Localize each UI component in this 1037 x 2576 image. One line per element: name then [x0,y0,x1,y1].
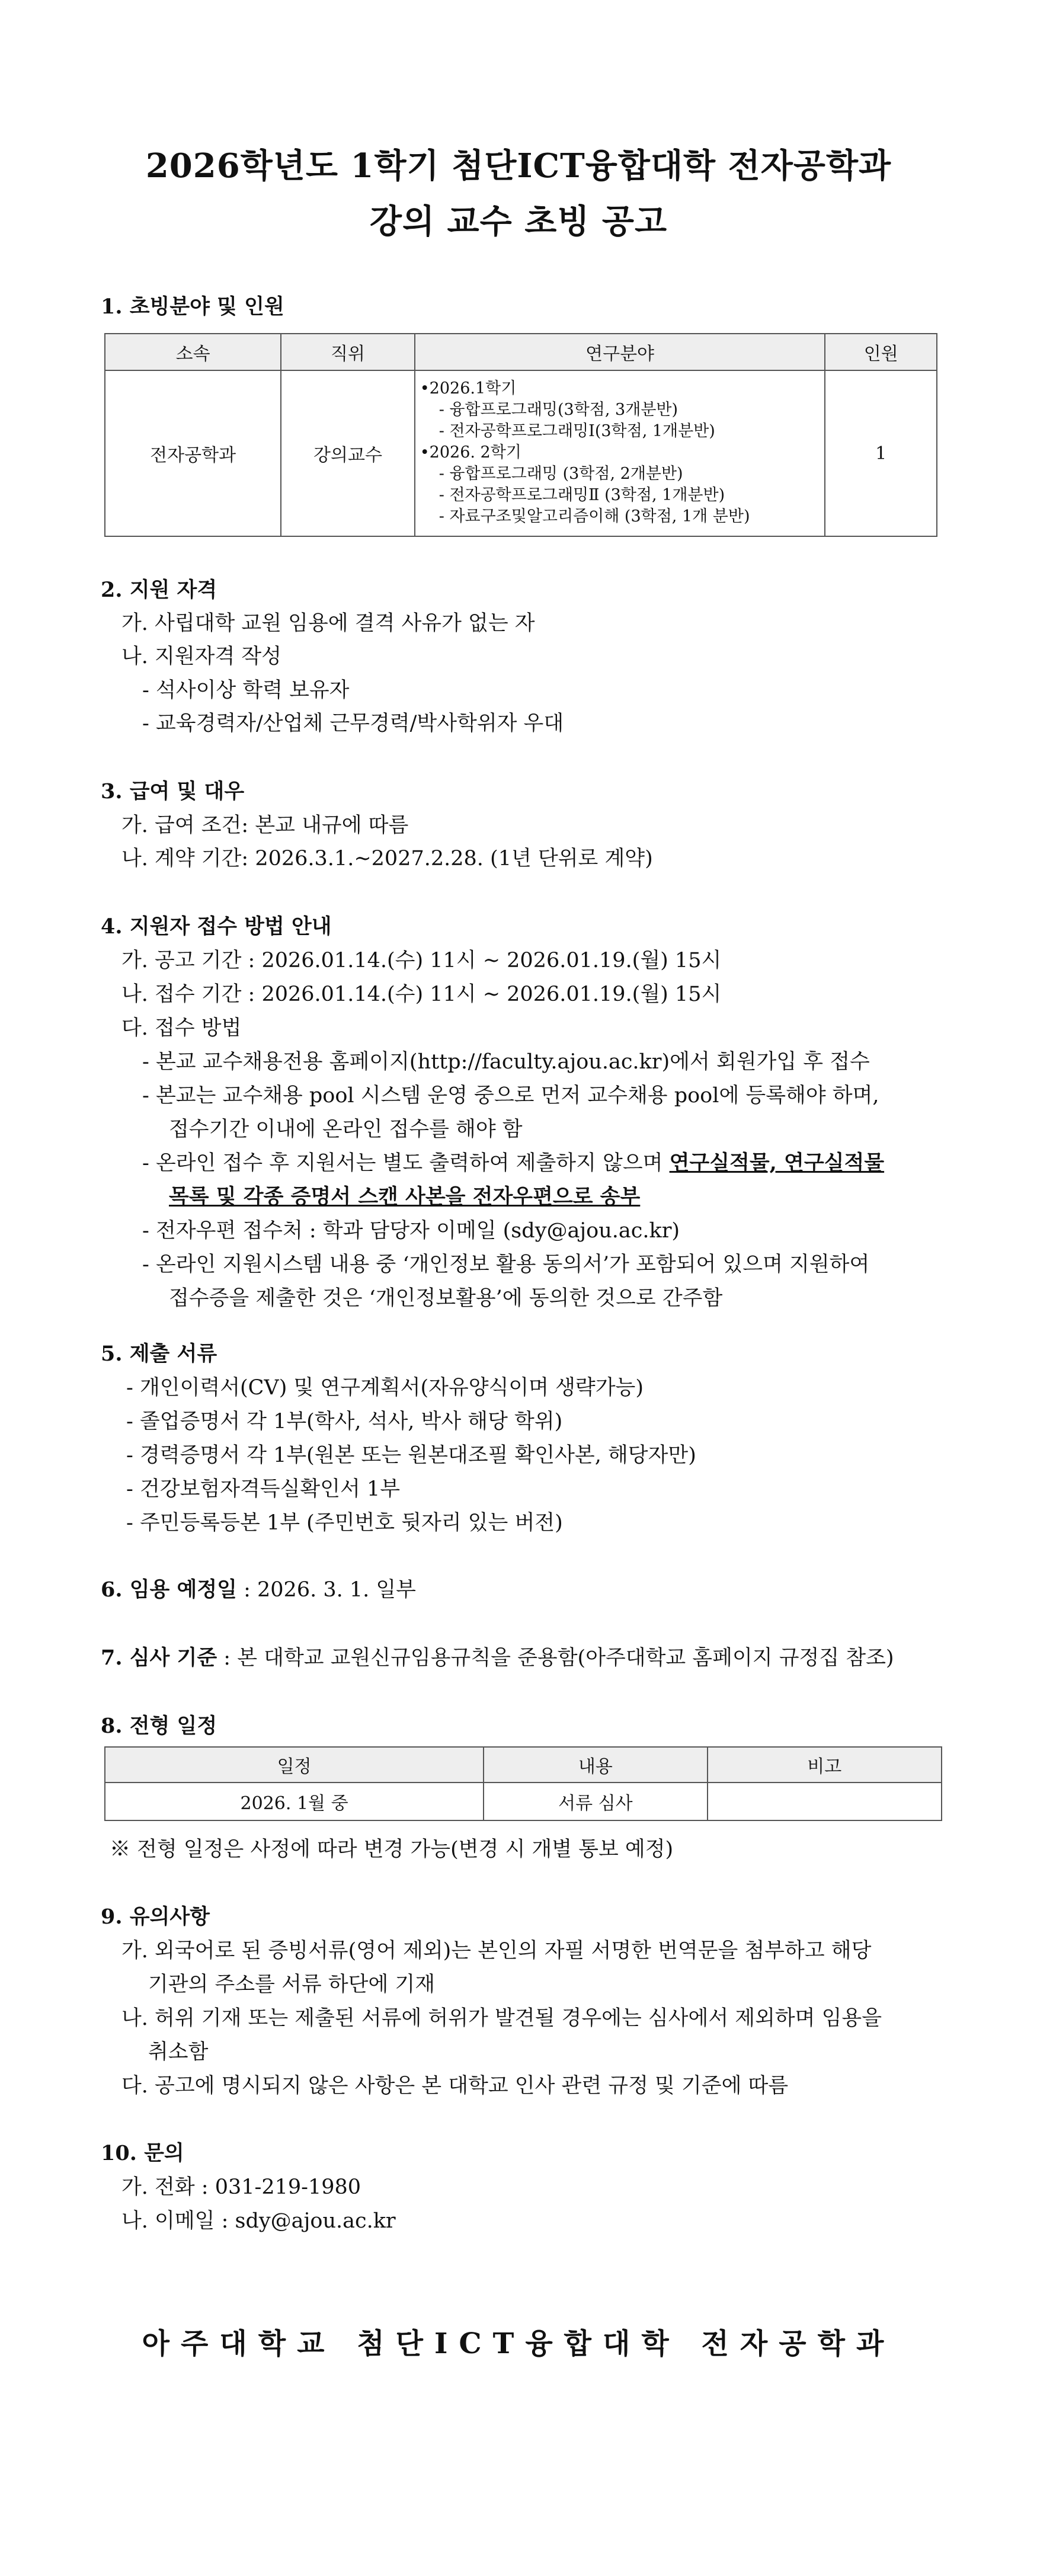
section-7-text: : 본 대학교 교원신규임용규칙을 준용함(아주대학교 홈페이지 규정집 참조) [217,1646,894,1670]
schedule-table [104,1746,942,1821]
s5-doc-item: - 주민등록등본 1부 (주민번호 뒷자리 있는 버전) [126,1511,563,1535]
header-remark: 비고 [708,1747,942,1783]
field-line: - 융합프로그래밍(3학점, 3개분반) [439,401,678,419]
section-5-heading: 5. 제출 서류 [101,1342,217,1366]
field-line: - 융합프로그래밍 (3학점, 2개분반) [439,465,683,483]
s2-item-b1: - 석사이상 학력 보유자 [142,679,350,702]
s4-item-c2a: - 본교는 교수채용 pool 시스템 운영 중으로 먼저 교수채용 pool에 등록해야 하며, [142,1084,879,1108]
section-6-label: 6. 임용 예정일 [101,1577,237,1602]
field-line: •2026.1학기 [420,379,517,398]
field-line: - 전자공학프로그래밍Ⅱ (3학점, 1개분반) [439,486,725,504]
header-field: 연구분야 [415,334,825,370]
s9-item-a1: 가. 외국어로 된 증빙서류(영어 제외)는 본인의 자필 서명한 번역문을 첨부하고 해당 [121,1939,872,1963]
section-8-heading: 8. 전형 일정 [101,1714,217,1738]
s4-item-c3a-text: - 온라인 접수 후 지원서는 별도 출력하여 제출하지 않으며 [142,1151,670,1175]
header-dept: 소속 [105,334,281,370]
section-6-text: : 2026. 3. 1. 일부 [236,1578,416,1602]
s9-item-c: 다. 공고에 명시되지 않은 사항은 본 대학교 인사 관련 규정 및 기준에 따름 [121,2074,789,2098]
s4-item-c5a: - 온라인 지원시스템 내용 중 ‘개인정보 활용 동의서’가 포함되어 있으며 지원하여 [142,1253,870,1276]
s9-item-b2: 취소함 [148,2040,209,2064]
cell-schedule: 2026. 1월 중 [105,1783,484,1820]
cell-position: 강의교수 [281,370,414,536]
section-9-heading: 9. 유의사항 [101,1905,210,1929]
s4-item-c3a [142,1147,884,1176]
s2-item-b: 나. 지원자격 작성 [121,645,282,668]
s4-item-c1: - 본교 교수채용전용 홈페이지(http://faculty.ajou.ac.kr)에서 회원가입 후 접수 [142,1050,870,1074]
section-7 [101,1641,894,1671]
section-2-heading: 2. 지원 자격 [101,578,217,602]
section-6 [101,1573,416,1603]
s4-item-b: 나. 접수 기간 : 2026.01.14.(수) 11시 ~ 2026.01.19.(월) 15시 [121,983,722,1006]
cell-dept: 전자공학과 [105,370,281,536]
s5-doc-item: - 건강보험자격득실확인서 1부 [126,1477,401,1501]
schedule-note: ※ 전형 일정은 사정에 따라 변경 가능(변경 시 개별 통보 예정) [110,1838,674,1861]
field-line: •2026. 2학기 [420,443,521,462]
s4-emphasis-1: 연구실적물, 연구실적물 [669,1151,885,1175]
contact-email: 나. 이메일 : sdy@ajou.ac.kr [121,2209,396,2233]
title-line-1: 2026학년도 1학기 첨단ICT융합대학 전자공학과 [145,146,892,185]
s4-item-c5b: 접수증을 제출한 것은 ‘개인정보활용’에 동의한 것으로 간주함 [169,1287,723,1310]
section-3-heading: 3. 급여 및 대우 [101,779,245,804]
section-1-heading: 1. 초빙분야 및 인원 [101,295,284,319]
s9-item-b1: 나. 허위 기재 또는 제출된 서류에 허위가 발견될 경우에는 심사에서 제외하며 임용을 [121,2007,882,2030]
cell-remark [708,1783,942,1820]
s5-doc-item: - 경력증명서 각 1부(원본 또는 원본대조필 확인사본, 해당자만) [126,1444,696,1467]
s3-item-b: 나. 계약 기간: 2026.3.1.~2027.2.28. (1년 단위로 계약) [121,847,653,871]
field-line: - 전자공학프로그래밍Ⅰ(3학점, 1개분반) [439,422,715,440]
section-10-heading: 10. 문의 [101,2141,184,2165]
s4-item-c2b: 접수기간 이내에 온라인 접수를 해야 함 [169,1118,523,1141]
s2-item-a: 가. 사립대학 교원 임용에 결격 사유가 없는 자 [121,612,535,635]
header-count: 인원 [825,334,937,370]
s2-item-b2: - 교육경력자/산업체 근무경력/박사학위자 우대 [142,712,564,735]
recruitment-table [104,333,937,537]
contact-phone: 가. 전화 : 031-219-1980 [121,2175,361,2199]
cell-fields [415,370,825,536]
header-content: 내용 [484,1747,707,1783]
s4-item-a: 가. 공고 기간 : 2026.01.14.(수) 11시 ~ 2026.01.19.(월) 15시 [121,949,722,972]
section-4-heading: 4. 지원자 접수 방법 안내 [101,914,332,939]
cell-content: 서류 심사 [484,1783,707,1820]
s9-item-a2: 기관의 주소를 서류 하단에 기재 [148,1973,436,1996]
field-line: - 자료구조및알고리즘이해 (3학점, 1개 분반) [439,507,750,526]
s4-item-c: 다. 접수 방법 [121,1016,242,1040]
title-line-2: 강의 교수 초빙 공고 [369,202,668,241]
s5-doc-item: - 졸업증명서 각 1부(학사, 석사, 박사 해당 학위) [126,1410,563,1433]
section-7-label: 7. 심사 기준 [101,1646,217,1670]
s5-doc-item: - 개인이력서(CV) 및 연구계획서(자유양식이며 생략가능) [126,1376,644,1400]
s4-item-c4: - 전자우편 접수처 : 학과 담당자 이메일 (sdy@ajou.ac.kr) [142,1219,680,1243]
s4-emphasis-2: 목록 및 각종 증명서 스캔 사본을 전자우편으로 송부 [169,1185,641,1209]
footer-organization: 아주대학교 첨단ICT융합대학 전자공학과 [142,2327,895,2360]
s3-item-a: 가. 급여 조건: 본교 내규에 따름 [121,814,409,837]
header-position: 직위 [281,334,414,370]
cell-count: 1 [825,370,937,536]
header-schedule: 일정 [105,1747,484,1783]
